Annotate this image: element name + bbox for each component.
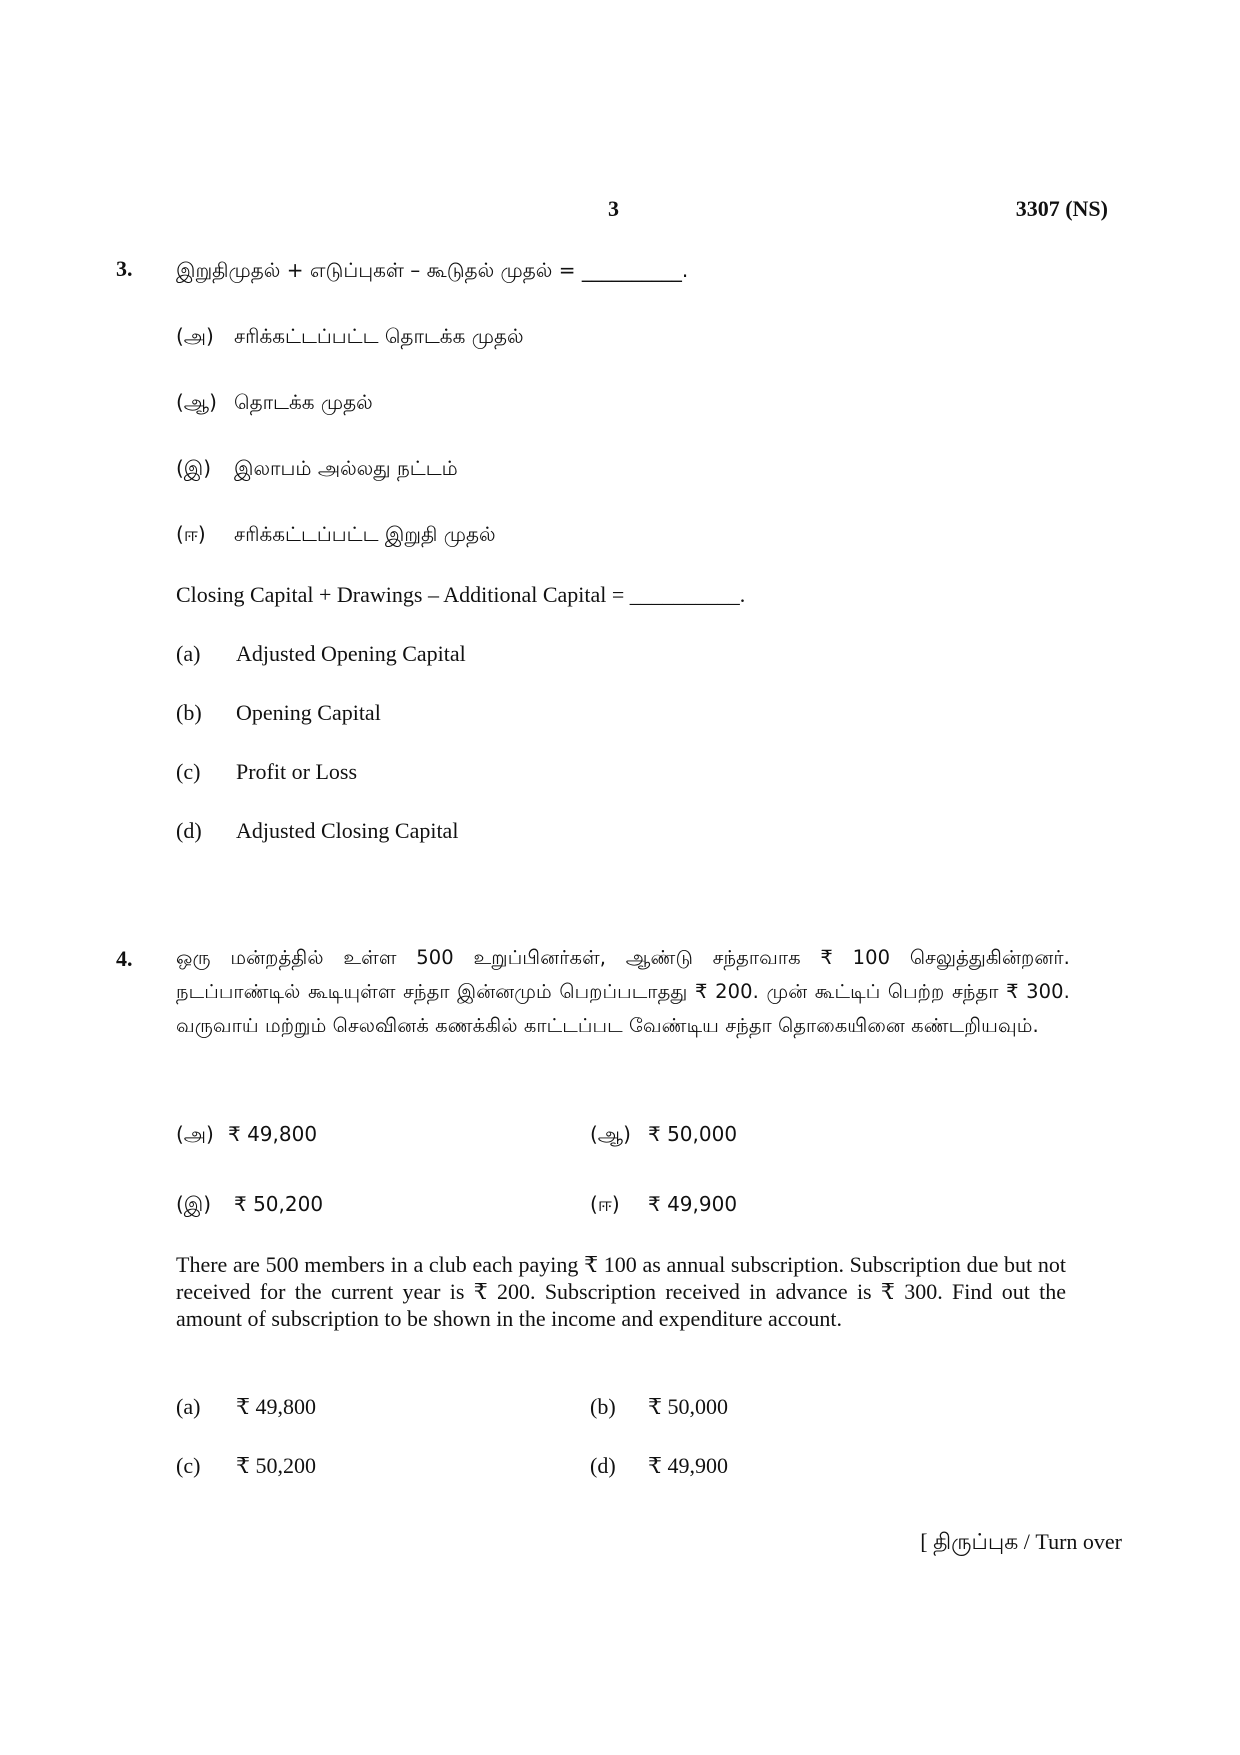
option-text: இலாபம் அல்லது நட்டம் (234, 456, 458, 480)
option-text: ₹ 49,800 (236, 1394, 316, 1419)
question-4-number: 4. (116, 946, 133, 971)
option-label: (b) (176, 700, 202, 725)
option-text: ₹ 49,900 (648, 1453, 728, 1478)
option-text: Profit or Loss (236, 759, 357, 784)
option-text: தொடக்க முதல் (234, 390, 373, 414)
question-4-tamil-option-b (590, 1120, 737, 1148)
turn-over-note (920, 1528, 1122, 1556)
question-4-tamil-option-d (590, 1190, 737, 1218)
question-3-english-option-a (176, 640, 466, 668)
option-text: Opening Capital (236, 700, 381, 725)
question-3-tamil-stem: இறுதிமுதல் + எடுப்புகள் – கூடுதல் முதல் = __________. (176, 258, 689, 282)
question-4-english-option-d (590, 1452, 728, 1480)
question-3-english-option-d (176, 817, 458, 845)
option-text: சரிக்கட்டப்பட்ட இறுதி முதல் (234, 522, 496, 546)
question-3-tamil-option-b (176, 388, 373, 416)
question-4-english-option-c (176, 1452, 316, 1480)
option-text: ₹ 49,800 (228, 1122, 318, 1146)
option-label: (ஆ) (176, 390, 217, 414)
option-label: (அ) (176, 324, 214, 348)
option-text: Adjusted Opening Capital (236, 641, 466, 666)
question-4-english-option-b (590, 1393, 728, 1421)
option-text: ₹ 50,200 (236, 1453, 316, 1478)
option-label: (இ) (176, 456, 212, 480)
option-text: சரிக்கட்டப்பட்ட தொடக்க முதல் (234, 324, 524, 348)
option-label: (ஈ) (176, 522, 206, 546)
question-4-tamil-option-a (176, 1120, 317, 1148)
option-text: Adjusted Closing Capital (236, 818, 459, 843)
paper-code: 3307 (NS) (1015, 196, 1108, 221)
option-label: (ஆ) (590, 1122, 631, 1146)
option-text: ₹ 49,900 (648, 1192, 738, 1216)
option-label: (c) (176, 1453, 201, 1478)
option-label: (அ) (176, 1122, 214, 1146)
page-number: 3 (608, 196, 619, 221)
option-label: (d) (590, 1453, 616, 1478)
question-4-english-stem: There are 500 members in a club each paying ₹ 100 as annual subscription. Subscription due but not received for the current year is ₹ 200. Subscription received in advance is ₹ 300. Find out the amount of subscription to be shown in the income and expenditure account. (176, 1252, 1066, 1331)
option-label: (d) (176, 818, 202, 843)
option-text: ₹ 50,200 (234, 1192, 324, 1216)
question-3-english-option-b (176, 699, 381, 727)
question-3-number: 3. (116, 256, 133, 281)
question-3-tamil-option-d (176, 520, 496, 548)
turn-over-text: [ திருப்புக / Turn over (920, 1529, 1122, 1554)
question-3-tamil-option-c (176, 454, 458, 482)
option-label: (a) (176, 641, 201, 666)
question-3-english-stem: Closing Capital + Drawings – Additional Capital = __________. (176, 582, 746, 607)
question-4-english-option-a (176, 1393, 316, 1421)
question-4-tamil-option-c (176, 1190, 323, 1218)
question-3-tamil-option-a (176, 322, 524, 350)
option-label: (இ) (176, 1192, 212, 1216)
option-text: ₹ 50,000 (648, 1394, 728, 1419)
option-text: ₹ 50,000 (648, 1122, 738, 1146)
question-4-tamil-stem: ஒரு மன்றத்தில் உள்ள 500 உறுப்பினர்கள், ஆண்டு சந்தாவாக ₹ 100 செலுத்துகின்றனர். நடப்பாண்டில் கூடியுள்ள சந்தா இன்னமும் பெறப்படாதது ₹ 200. முன் கூட்டிப் பெற்ற சந்தா ₹ 300. வருவாய் மற்றும் செலவினக் கணக்கில் காட்டப்பட வேண்டிய சந்தா தொகையினை கண்டறியவும். (176, 946, 1070, 1037)
option-label: (c) (176, 759, 201, 784)
option-label: (ஈ) (590, 1192, 620, 1216)
option-label: (a) (176, 1394, 201, 1419)
question-3-english-option-c (176, 758, 357, 786)
option-label: (b) (590, 1394, 616, 1419)
